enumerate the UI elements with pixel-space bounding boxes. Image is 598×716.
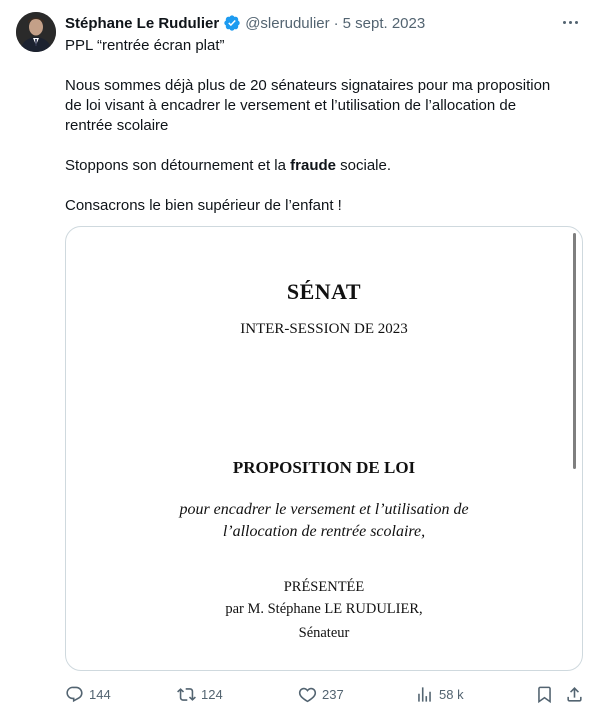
bookmark-icon: [535, 685, 554, 704]
document-presented: PRÉSENTÉE: [283, 579, 365, 595]
reply-icon: [65, 685, 84, 704]
share-icon: [565, 685, 584, 704]
tweet-line: rentrée scolaire: [65, 117, 169, 134]
like-button[interactable]: [298, 682, 344, 706]
document-scrollbar[interactable]: [573, 233, 576, 469]
document-session: INTER-SESSION DE 2023: [240, 321, 408, 337]
author-handle[interactable]: @slerudulier: [245, 14, 330, 32]
tweet-text-segment: sociale.: [336, 157, 392, 174]
repost-button[interactable]: [177, 682, 223, 706]
avatar[interactable]: [16, 12, 56, 52]
document-title: SÉNAT: [286, 279, 362, 304]
document-object-line: l’allocation de rentrée scolaire,: [222, 523, 426, 540]
author-name[interactable]: Stéphane Le Rudulier: [65, 14, 220, 32]
document-role: Sénateur: [298, 625, 350, 641]
verified-badge-icon: [223, 14, 241, 32]
action-bar: [65, 682, 585, 706]
reply-count: 144: [89, 686, 111, 702]
document-page: [66, 227, 582, 670]
tweet-line: [65, 156, 580, 176]
share-button[interactable]: [565, 682, 584, 706]
tweet-line: Consacrons le bien supérieur de l’enfant !: [65, 197, 342, 214]
more-options-icon[interactable]: [560, 14, 580, 30]
document-heading: PROPOSITION DE LOI: [232, 458, 416, 477]
tweet-bold-word: fraude: [290, 157, 336, 174]
tweet-line: Nous sommes déjà plus de 20 sénateurs signataires pour ma proposition: [65, 77, 551, 94]
tweet-line: PPL “rentrée écran plat”: [65, 37, 225, 54]
heart-icon: [298, 685, 317, 704]
attached-document[interactable]: [65, 226, 583, 671]
view-count: 58 k: [439, 686, 464, 702]
tweet-line: de loi visant à encadrer le versement et l’utilisation de l’allocation de: [65, 97, 517, 114]
views-button[interactable]: [415, 682, 464, 706]
tweet-text-segment: Stoppons son détournement et la: [65, 157, 291, 174]
repost-count: 124: [201, 686, 223, 702]
bookmark-button[interactable]: [535, 682, 554, 706]
like-count: 237: [322, 686, 344, 702]
tweet-header: [65, 12, 425, 34]
tweet-date[interactable]: 5 sept. 2023: [342, 14, 426, 32]
reply-button[interactable]: [65, 682, 111, 706]
document-author: par M. Stéphane LE RUDULIER,: [225, 601, 423, 617]
tweet-text: [65, 36, 580, 216]
analytics-icon: [415, 685, 434, 704]
repost-icon: [177, 685, 196, 704]
header-separator: ·: [333, 14, 339, 32]
document-object-line: pour encadrer le versement et l’utilisation de: [179, 501, 469, 518]
